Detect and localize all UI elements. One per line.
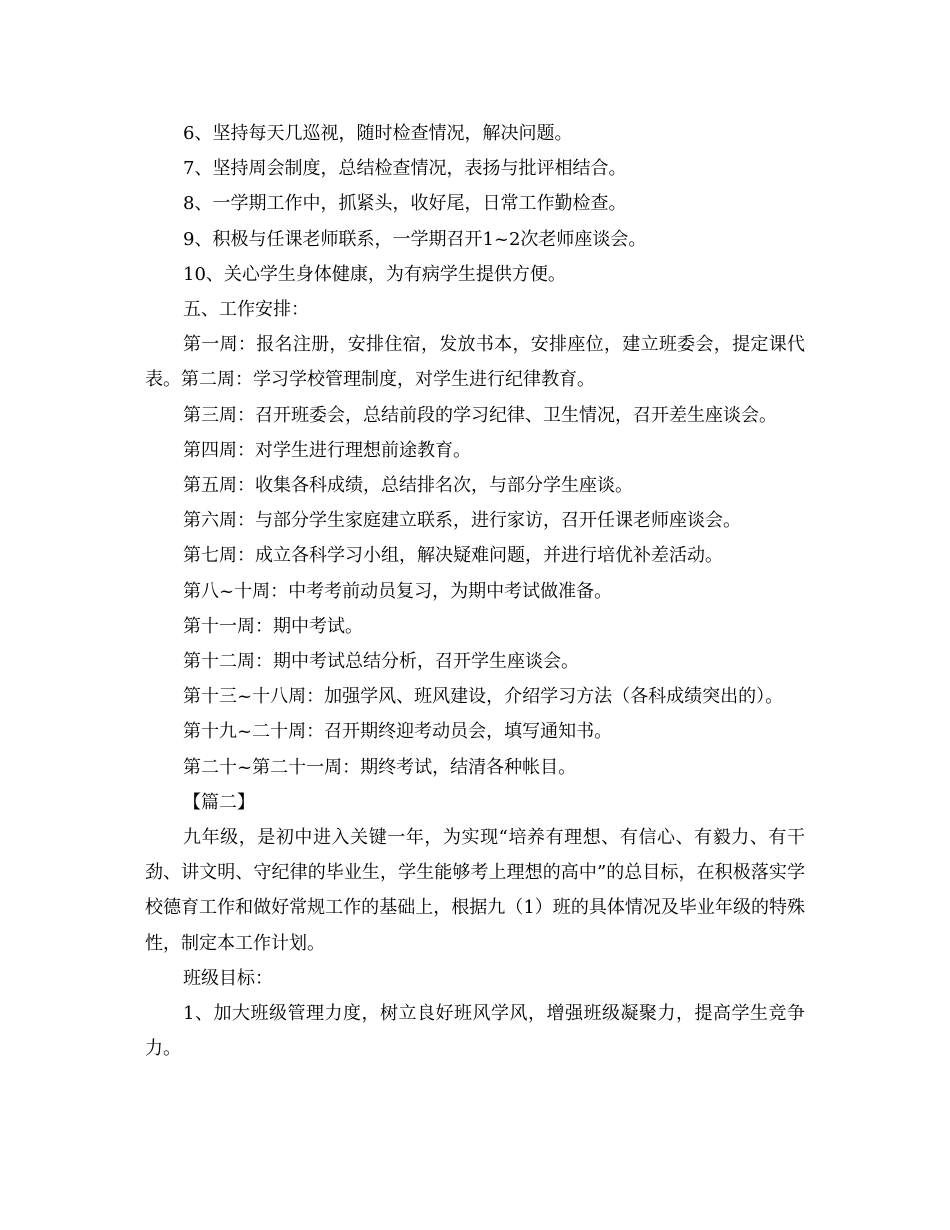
paragraph-week-3: 第三周：召开班委会，总结前段的学习纪律、卫生情况，召开差生座谈会。	[183, 404, 777, 426]
paragraph-week-4: 第四周：对学生进行理想前途教育。	[183, 439, 471, 461]
section-heading-work-arrangement: 五、工作安排：	[183, 299, 309, 321]
paragraph-goal-1: 1、加大班级管理力度，树立良好班风学风，增强班级凝聚力，提高学生竞争力。	[145, 1003, 805, 1060]
paragraph-rule-10: 10、关心学生身体健康，为有病学生提供方便。	[183, 263, 566, 285]
paragraph-week-7: 第七周：成立各科学习小组，解决疑难问题，并进行培优补差活动。	[183, 545, 723, 567]
paragraph-rule-9: 9、积极与任课老师联系，一学期召开1~2次老师座谈会。	[183, 228, 647, 250]
paragraph-week-13-18: 第十三~十八周：加强学风、班风建设，介绍学习方法（各科成绩突出的）。	[183, 686, 784, 708]
paragraph-week-8-10: 第八~十周：中考考前动员复习，为期中考试做准备。	[183, 580, 613, 602]
section-heading-part-two: 【篇二】	[183, 791, 255, 813]
paragraph-grade-nine-intro: 九年级，是初中进入关键一年，为实现“培养有理想、有信心、有毅力、有干劲、讲文明、守纪律的毕业生，学生能够考上理想的高中”的总目标，在积极落实学校德育工作和做好常规工作的基础上，根据九（1）班的具体情况及毕业年级的特殊性，制定本工作计划。	[145, 827, 805, 954]
section-heading-class-goals: 班级目标：	[183, 967, 273, 989]
paragraph-week-5: 第五周：收集各科成绩，总结排名次，与部分学生座谈。	[183, 475, 633, 497]
paragraph-week-12: 第十二周：期中考试总结分析，召开学生座谈会。	[183, 651, 579, 673]
paragraph-week-20-21: 第二十~第二十一周：期终考试，结清各种帐目。	[183, 756, 577, 778]
paragraph-week-11: 第十一周：期中考试。	[183, 615, 363, 637]
paragraph-rule-7: 7、坚持周会制度，总结检查情况，表扬与批评相结合。	[183, 158, 627, 180]
paragraph-week-1-2: 第一周：报名注册，安排住宿，发放书本，安排座位，建立班委会，提定课代表。第二周：学习学校管理制度，对学生进行纪律教育。	[145, 334, 805, 391]
paragraph-week-6: 第六周：与部分学生家庭建立联系，进行家访，召开任课老师座谈会。	[183, 510, 741, 532]
paragraph-rule-6: 6、坚持每天几巡视，随时检查情况，解决问题。	[183, 123, 573, 144]
paragraph-week-19-20: 第十九~二十周：召开期终迎考动员会，填写通知书。	[183, 721, 613, 743]
paragraph-rule-8: 8、一学期工作中，抓紧头，收好尾，日常工作勤检查。	[183, 193, 627, 215]
